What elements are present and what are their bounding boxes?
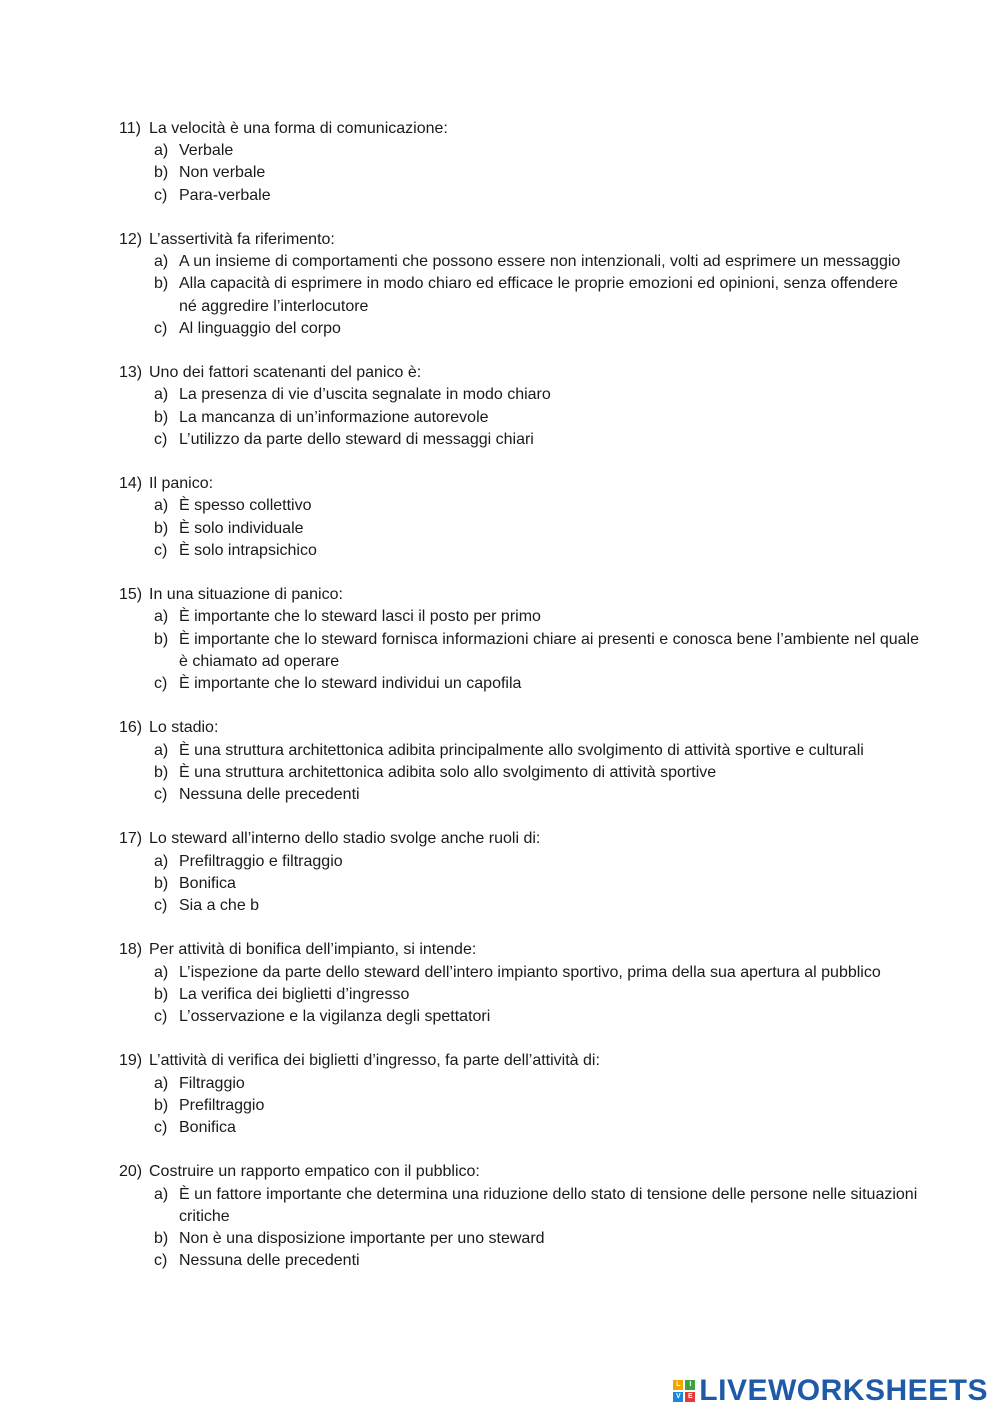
question-number: 17) [119, 830, 143, 848]
question-block [119, 118, 919, 207]
logo-icon-tile: E [685, 1392, 695, 1402]
question-text: Per attività di bonifica dell’impianto, si intende: [149, 941, 477, 959]
option-item[interactable] [154, 851, 919, 873]
option-text: Para-verbale [179, 186, 271, 204]
option-letter: a) [154, 253, 169, 271]
option-item[interactable] [154, 518, 919, 540]
question-line [119, 1050, 919, 1072]
option-text: È solo intrapsichico [179, 541, 317, 559]
option-item[interactable] [154, 895, 919, 917]
option-text: Prefiltraggio [179, 1096, 265, 1114]
option-list [119, 1073, 919, 1140]
option-text: Bonifica [179, 874, 236, 892]
option-text: Prefiltraggio e filtraggio [179, 852, 343, 870]
option-letter: b) [154, 763, 169, 781]
option-item[interactable] [154, 606, 919, 628]
option-text: È importante che lo steward individui un capofila [179, 675, 522, 693]
option-item[interactable] [154, 318, 919, 340]
option-text: È un fattore importante che determina una riduzione dello stato di tensione delle persone nelle situazioni critiche [179, 1185, 918, 1225]
option-item[interactable] [154, 784, 919, 806]
option-text: Non è una disposizione importante per uno steward [179, 1230, 545, 1248]
question-text: Lo steward all’interno dello stadio svolge anche ruoli di: [149, 830, 541, 848]
question-text: La velocità è una forma di comunicazione: [149, 120, 448, 137]
option-text: È importante che lo steward fornisca informazioni chiare ai presenti e conosca bene l’ambiente nel quale è chiamato ad operare [179, 630, 919, 670]
option-text: La verifica dei biglietti d’ingresso [179, 985, 410, 1003]
option-list [119, 384, 919, 451]
option-text: Filtraggio [179, 1074, 245, 1092]
option-text: Al linguaggio del corpo [179, 319, 341, 337]
option-letter: c) [154, 430, 168, 448]
logo-text: LIVEWORKSHEETS [699, 1373, 988, 1407]
option-list [119, 140, 919, 207]
option-letter: b) [154, 1096, 169, 1114]
question-block [119, 584, 919, 695]
question-text: Uno dei fattori scatenanti del panico è: [149, 364, 422, 382]
question-number: 13) [119, 364, 143, 382]
question-block [119, 939, 919, 1028]
option-item[interactable] [154, 384, 919, 406]
option-letter: b) [154, 874, 169, 892]
option-item[interactable] [154, 540, 919, 562]
option-letter: b) [154, 1230, 169, 1248]
option-text: Verbale [179, 142, 234, 160]
option-text: L’ispezione da parte dello steward dell’intero impianto sportivo, prima della sua apertura al pubblico [179, 963, 881, 981]
option-text: La mancanza di un’informazione autorevole [179, 408, 489, 426]
option-letter: a) [154, 1074, 169, 1092]
option-item[interactable] [154, 740, 919, 762]
option-letter: c) [154, 1008, 168, 1026]
option-list [119, 851, 919, 918]
option-letter: a) [154, 963, 169, 981]
option-item[interactable] [154, 495, 919, 517]
option-letter: c) [154, 1252, 168, 1270]
option-text: La presenza di vie d’uscita segnalate in modo chiaro [179, 386, 551, 404]
option-letter: a) [154, 497, 169, 515]
option-item[interactable] [154, 762, 919, 784]
question-line [119, 118, 919, 140]
option-list [119, 251, 919, 340]
option-text: Non verbale [179, 164, 266, 182]
option-letter: a) [154, 142, 169, 160]
option-item[interactable] [154, 251, 919, 273]
option-item[interactable] [154, 984, 919, 1006]
option-letter: a) [154, 852, 169, 870]
question-number: 20) [119, 1163, 143, 1181]
option-letter: b) [154, 164, 169, 182]
option-letter: a) [154, 741, 169, 759]
option-text: È importante che lo steward lasci il posto per primo [179, 608, 541, 626]
question-line [119, 828, 919, 850]
option-item[interactable] [154, 162, 919, 184]
option-text: È una struttura architettonica adibita solo allo svolgimento di attività sportive [179, 763, 717, 781]
question-number: 16) [119, 719, 143, 737]
question-block [119, 1050, 919, 1139]
option-letter: b) [154, 275, 169, 293]
option-text: L’osservazione e la vigilanza degli spettatori [179, 1008, 491, 1026]
option-item[interactable] [154, 1228, 919, 1250]
option-text: È spesso collettivo [179, 497, 312, 515]
option-letter: c) [154, 897, 168, 915]
question-line [119, 1161, 919, 1183]
option-text: L’utilizzo da parte dello steward di messaggi chiari [179, 430, 534, 448]
logo-icon-tile: V [673, 1392, 683, 1402]
question-line [119, 473, 919, 495]
question-block [119, 717, 919, 806]
option-letter: a) [154, 608, 169, 626]
question-line [119, 717, 919, 739]
question-block [119, 473, 919, 562]
option-text: È una struttura architettonica adibita principalmente allo svolgimento di attività sportive e culturali [179, 741, 864, 759]
option-item[interactable] [154, 873, 919, 895]
option-item[interactable] [154, 273, 919, 317]
option-item[interactable] [154, 1250, 919, 1272]
question-text: Lo stadio: [149, 719, 219, 737]
option-item[interactable] [154, 429, 919, 451]
option-letter: b) [154, 985, 169, 1003]
option-item[interactable] [154, 185, 919, 207]
option-letter: c) [154, 1119, 168, 1137]
question-block [119, 1161, 919, 1272]
option-letter: a) [154, 386, 169, 404]
option-list [119, 495, 919, 562]
option-text: È solo individuale [179, 519, 304, 537]
option-text: A un insieme di comportamenti che possono essere non intenzionali, volti ad esprimere un messaggio [179, 253, 901, 271]
question-number: 18) [119, 941, 143, 959]
option-list [119, 740, 919, 807]
option-list [119, 1184, 919, 1273]
option-text: Alla capacità di esprimere in modo chiaro ed efficace le proprie emozioni ed opinioni, senza offendere né aggredire l’interlocutore [179, 275, 898, 315]
option-text: Bonifica [179, 1119, 236, 1137]
option-item[interactable] [154, 673, 919, 695]
option-text: Sia a che b [179, 897, 260, 915]
question-text: Il panico: [149, 475, 214, 493]
option-letter: b) [154, 408, 169, 426]
question-text: L’attività di verifica dei biglietti d’ingresso, fa parte dell’attività di: [149, 1052, 600, 1070]
option-item[interactable] [154, 1184, 919, 1228]
question-number: 11) [119, 120, 141, 137]
logo-icon-tile: I [685, 1380, 695, 1390]
option-list [119, 962, 919, 1029]
question-text: In una situazione di panico: [149, 586, 343, 604]
option-text: Nessuna delle precedenti [179, 1252, 360, 1270]
option-text: Nessuna delle precedenti [179, 786, 360, 804]
option-item[interactable] [154, 962, 919, 984]
question-number: 15) [119, 586, 143, 604]
option-item[interactable] [154, 1095, 919, 1117]
liveworksheets-icon [673, 1380, 695, 1402]
option-letter: c) [154, 675, 168, 693]
question-text: Costruire un rapporto empatico con il pubblico: [149, 1163, 480, 1181]
option-item[interactable] [154, 407, 919, 429]
option-list [119, 606, 919, 695]
option-letter: b) [154, 630, 169, 648]
question-line [119, 939, 919, 961]
question-line [119, 229, 919, 251]
option-letter: b) [154, 519, 169, 537]
question-number: 14) [119, 475, 143, 493]
option-letter: c) [154, 186, 168, 204]
option-letter: c) [154, 319, 168, 337]
question-line [119, 362, 919, 384]
option-item[interactable] [154, 1073, 919, 1095]
question-block [119, 828, 919, 917]
question-number: 19) [119, 1052, 143, 1070]
option-item[interactable] [154, 1117, 919, 1139]
quiz-list [119, 118, 919, 1295]
question-line [119, 584, 919, 606]
question-block [119, 229, 919, 340]
option-item[interactable] [154, 1006, 919, 1028]
liveworksheets-logo[interactable] [673, 1374, 988, 1408]
question-text: L’assertività fa riferimento: [149, 231, 335, 248]
logo-icon-tile: L [673, 1380, 683, 1390]
option-item[interactable] [154, 140, 919, 162]
option-letter: a) [154, 1185, 169, 1203]
option-letter: c) [154, 541, 168, 559]
option-letter: c) [154, 786, 168, 804]
question-number: 12) [119, 231, 143, 248]
option-item[interactable] [154, 629, 919, 673]
question-block [119, 362, 919, 451]
